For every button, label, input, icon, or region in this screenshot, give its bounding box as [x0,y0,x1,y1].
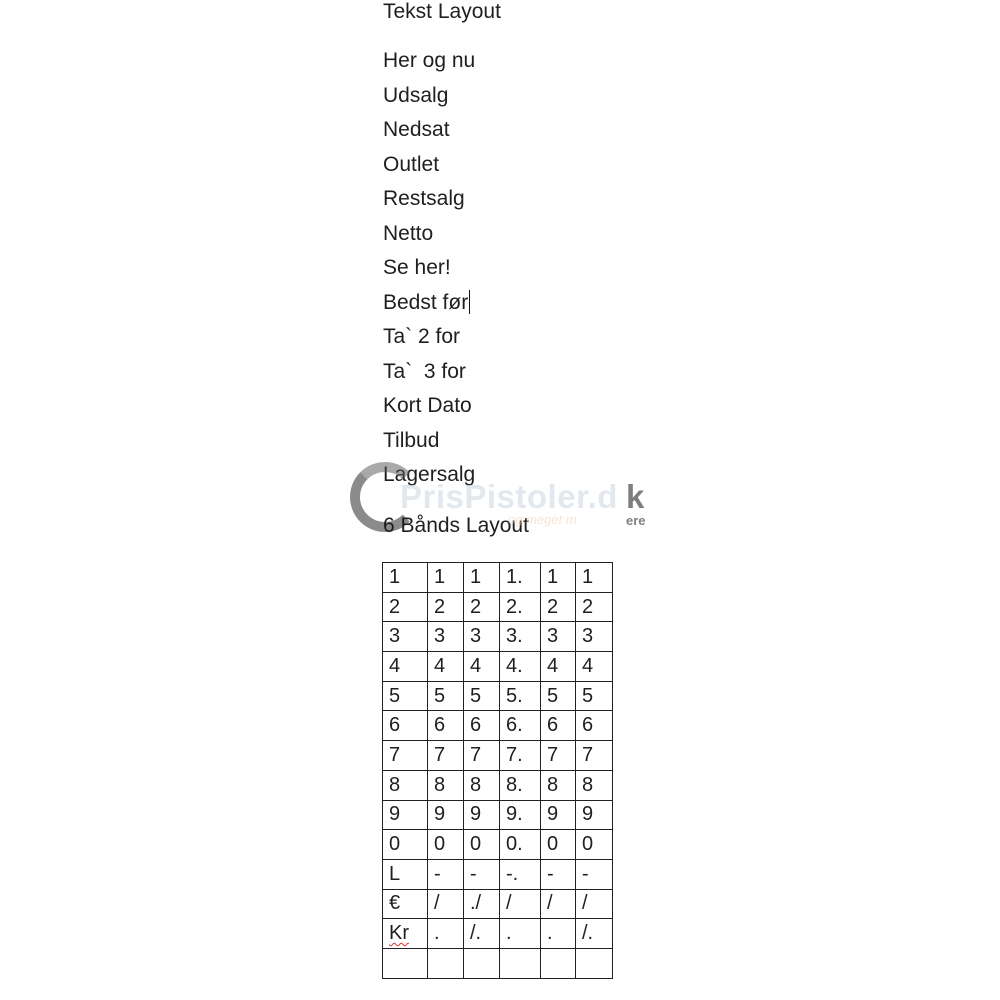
table-cell[interactable]: . [500,919,541,949]
table-cell[interactable]: 3 [464,622,500,652]
table-cell[interactable] [428,948,464,978]
table-cell[interactable]: 1 [464,563,500,593]
table-row [383,622,613,652]
table-cell[interactable]: 7 [541,741,576,771]
table-cell[interactable] [383,919,428,949]
table-cell[interactable]: - [428,859,464,889]
table-cell[interactable]: 0. [500,830,541,860]
table-cell[interactable]: 6 [428,711,464,741]
table-row [383,592,613,622]
list-item[interactable]: Se her! [383,256,451,279]
table-cell[interactable]: 3 [428,622,464,652]
heading-tekst-layout: Tekst Layout [383,0,501,23]
table-cell[interactable]: -. [500,859,541,889]
table-cell[interactable]: . [541,919,576,949]
table-row [383,830,613,860]
table-cell[interactable] [500,948,541,978]
table-cell[interactable]: - [576,859,613,889]
watermark-slogan-end: ere [626,513,646,528]
list-item[interactable]: Ta` 3 for [383,359,466,383]
list-item[interactable]: Ta` 2 for [383,325,461,348]
text-cursor [469,290,470,314]
table-row [383,770,613,800]
table-cell[interactable]: 4 [541,652,576,682]
table-cell[interactable]: 1. [500,563,541,593]
table-cell[interactable]: /. [576,919,613,949]
table-cell[interactable]: 2 [576,592,613,622]
table-row [383,948,613,978]
table-cell[interactable]: . [428,919,464,949]
table-cell[interactable]: 0 [383,830,428,860]
watermark-slogan: og meget m [508,512,577,527]
table-cell[interactable]: 8. [500,770,541,800]
table-cell[interactable]: / [541,889,576,919]
table-row [383,889,613,919]
table-cell[interactable]: 7 [464,741,500,771]
table-cell[interactable]: 5 [428,681,464,711]
table-cell[interactable]: 7. [500,741,541,771]
table-cell[interactable]: 4. [500,652,541,682]
table-cell[interactable]: 7 [576,741,613,771]
table-cell[interactable]: 6. [500,711,541,741]
list-item[interactable]: Restsalg [383,187,465,210]
table-cell[interactable]: 8 [428,770,464,800]
table-cell[interactable]: 4 [576,652,613,682]
table-cell[interactable]: 8 [576,770,613,800]
list-item[interactable]: Kort Dato [383,394,472,417]
six-band-table[interactable] [382,562,613,979]
table-cell[interactable]: 5 [464,681,500,711]
table-row [383,741,613,771]
list-item[interactable]: Outlet [383,152,440,176]
table-cell[interactable] [383,948,428,978]
list-item[interactable]: Her og nu [383,49,476,72]
table-cell[interactable] [576,948,613,978]
table-cell[interactable] [464,948,500,978]
table-cell[interactable]: 5 [383,681,428,711]
table-cell[interactable]: 0 [428,830,464,860]
table-cell[interactable]: / [500,889,541,919]
table-cell[interactable]: 3 [576,622,613,652]
table-cell[interactable]: 7 [428,741,464,771]
table-cell[interactable]: 9 [464,800,500,830]
table-row [383,563,613,593]
table-cell[interactable]: /. [464,919,500,949]
table-cell[interactable]: 6 [464,711,500,741]
table-row [383,859,613,889]
table-row [383,652,613,682]
table-cell[interactable]: 6 [576,711,613,741]
table-cell[interactable]: 3 [541,622,576,652]
list-item[interactable]: Nedsat [383,118,450,141]
table-cell[interactable]: 9 [428,800,464,830]
text-layout-list [383,46,475,495]
list-item[interactable]: Lagersalg [383,463,476,486]
table-cell[interactable]: / [428,889,464,919]
table-cell[interactable]: 9. [500,800,541,830]
table-cell[interactable]: - [541,859,576,889]
table-row [383,919,613,949]
table-cell[interactable]: 7 [383,741,428,771]
table-cell[interactable]: 8 [541,770,576,800]
spellcheck-word: Kr [389,922,409,945]
table-cell[interactable]: 8 [383,770,428,800]
table-cell[interactable]: 4 [383,652,428,682]
table-cell[interactable]: - [464,859,500,889]
table-cell[interactable]: 0 [576,830,613,860]
watermark-brand: PrisPistoler.d [400,478,618,515]
table-cell[interactable]: 0 [464,830,500,860]
watermark-brand-end: k [626,478,645,515]
list-item[interactable]: Netto [383,221,434,245]
table-cell[interactable] [541,948,576,978]
table-cell[interactable]: € [383,889,428,919]
table-cell[interactable]: 2 [428,592,464,622]
table-cell[interactable]: 3. [500,622,541,652]
table-cell[interactable]: 1 [383,563,428,593]
table-cell[interactable]: 1 [541,563,576,593]
table-cell[interactable]: 5. [500,681,541,711]
list-item[interactable]: Udsalg [383,83,449,107]
table-row [383,800,613,830]
table-cell[interactable]: 9 [383,800,428,830]
table-cell[interactable]: 8 [464,770,500,800]
table-cell[interactable]: 1 [576,563,613,593]
table-cell[interactable]: 3 [383,622,428,652]
table-cell[interactable]: L [383,859,428,889]
table-cell[interactable]: 2 [383,592,428,622]
table-cell[interactable]: 4 [428,652,464,682]
table-row [383,711,613,741]
table-cell[interactable]: 4 [464,652,500,682]
table-cell[interactable]: 6 [541,711,576,741]
list-item[interactable]: Tilbud [383,428,440,452]
table-cell[interactable]: 6 [383,711,428,741]
table-cell[interactable]: 9 [541,800,576,830]
heading-6-bands-layout: 6 Bånds Layout [383,514,529,537]
table-cell[interactable]: 5 [576,681,613,711]
list-item[interactable]: Bedst før [383,290,469,314]
table-cell[interactable]: / [576,889,613,919]
table-cell[interactable]: 2 [541,592,576,622]
table-cell[interactable]: 9 [576,800,613,830]
table-cell[interactable]: 0 [541,830,576,860]
table-cell[interactable]: 2. [500,592,541,622]
table-cell[interactable]: 5 [541,681,576,711]
table-cell[interactable]: 2 [464,592,500,622]
table-cell[interactable]: ./ [464,889,500,919]
table-row [383,681,613,711]
table-cell[interactable]: 1 [428,563,464,593]
